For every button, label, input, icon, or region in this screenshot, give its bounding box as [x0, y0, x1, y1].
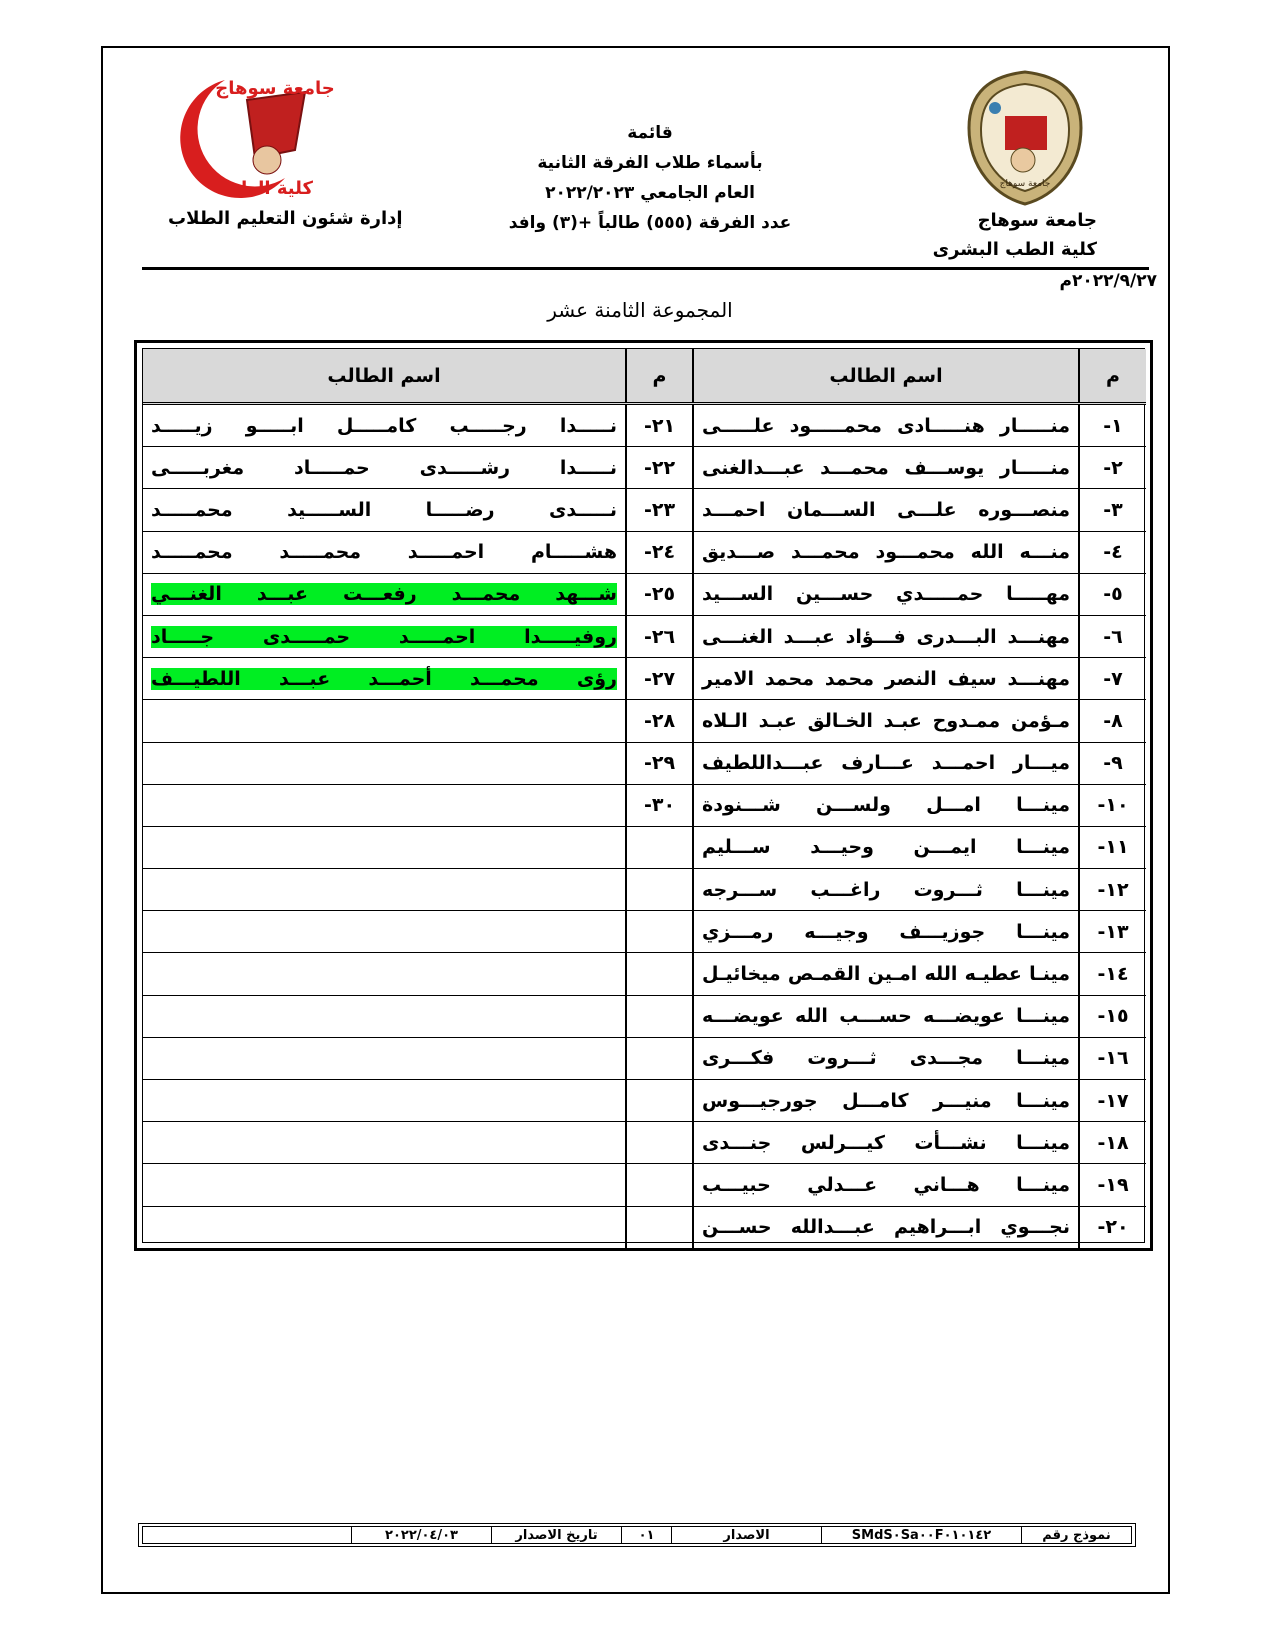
col-name-header: اسم الطالب: [693, 349, 1079, 404]
student-number: [626, 573, 693, 615]
document-date: ٢٠٢٢/٩/٢٧م: [1059, 271, 1157, 291]
student-number-text: ٢٦-: [643, 625, 676, 648]
student-name: [693, 995, 1079, 1037]
student-number-text: ٣٠-: [643, 794, 676, 817]
student-number-text: ٢٨-: [643, 709, 676, 732]
student-name-text: مهـــــا حمـــــدي حســـين الســـيد: [702, 583, 1070, 606]
table-row: [143, 489, 1146, 531]
student-name: [143, 1164, 626, 1206]
student-name-text: ميـــار احمـــد عـــارف عبـــداللطيف: [702, 752, 1070, 775]
student-name: [693, 1037, 1079, 1079]
faculty-of-medicine-logo: [155, 70, 335, 200]
student-name: [693, 404, 1079, 447]
student-number-text: ١٩-: [1097, 1173, 1129, 1196]
student-name: [143, 531, 626, 573]
table-row: [143, 995, 1146, 1037]
student-name: [693, 531, 1079, 573]
department-name: إدارة شئون التعليم الطلاب: [168, 208, 403, 229]
students-table-frame: [134, 340, 1153, 1251]
student-name: [143, 489, 626, 531]
student-name-text: شـــهد محمـــد رفعـــت عبـــد الغنـــي: [151, 583, 617, 606]
student-number: [626, 1164, 693, 1206]
student-name: [693, 615, 1079, 657]
student-number: [626, 1037, 693, 1079]
student-number: [1079, 615, 1146, 657]
student-number: [626, 658, 693, 700]
student-number-text: ٧-: [1103, 667, 1123, 690]
footer-blank: [143, 1527, 351, 1543]
student-number: [626, 1206, 693, 1248]
table-row: [143, 1080, 1146, 1122]
student-name-text: منصـــوره علـــى الســـمان احمـــد: [702, 498, 1070, 521]
institution-block: [933, 206, 1097, 264]
student-number-text: ٨-: [1103, 709, 1123, 732]
student-number: [1079, 1206, 1146, 1248]
col-name-header: اسم الطالب: [143, 349, 626, 404]
student-number: [1079, 447, 1146, 489]
student-number-text: ٢-: [1103, 456, 1123, 479]
document-heading: [480, 118, 820, 238]
table-row: [143, 404, 1146, 447]
edition-label: الاصدار: [671, 1527, 821, 1543]
faculty-name: كلية الطب البشرى: [932, 239, 1097, 260]
student-number: [1079, 911, 1146, 953]
student-name: [693, 573, 1079, 615]
student-name: [693, 953, 1079, 995]
student-number: [1079, 1164, 1146, 1206]
student-name-text: مينـــا مجـــدى ثـــروت فكـــرى: [702, 1047, 1070, 1070]
student-name: [143, 1037, 626, 1079]
col-number-header: م: [1079, 349, 1146, 404]
table-row: [143, 826, 1146, 868]
student-name-text: نـــــدا رجـــــب كامـــــل ابـــــو زيـــــد: [151, 414, 617, 437]
student-number: [1079, 784, 1146, 826]
student-name: [693, 1164, 1079, 1206]
university-name: جامعة سوهاج: [977, 210, 1097, 231]
student-name-text: مينـــا نشـــأت كيـــرلس جنـــدى: [702, 1131, 1070, 1154]
student-name: [143, 1080, 626, 1122]
student-number-text: ١-: [1103, 414, 1123, 437]
table-row: [143, 1122, 1146, 1164]
academic-year: العام الجامعي ٢٠٢٢/٢٠٢٣: [545, 183, 755, 203]
list-subtitle: بأسماء طلاب الفرقة الثانية: [537, 153, 763, 173]
student-name: [143, 953, 626, 995]
svg-text:كلية الطب: كلية الطب: [221, 178, 313, 199]
student-number-text: ١٣-: [1097, 920, 1129, 943]
student-number-text: ٩-: [1103, 752, 1123, 775]
student-number: [626, 700, 693, 742]
student-name-text: مهنـــد البـــدرى فـــؤاد عبـــد الغنـــى: [702, 625, 1070, 648]
student-number: [626, 826, 693, 868]
student-number: [1079, 700, 1146, 742]
student-number: [1079, 1037, 1146, 1079]
student-name: [693, 784, 1079, 826]
student-name: [143, 869, 626, 911]
student-number-text: ١٠-: [1097, 794, 1129, 817]
student-name-text: منـــــار يوســـف محمـــد عبـــدالغنى: [702, 456, 1070, 479]
student-number-text: ١١-: [1097, 836, 1129, 859]
student-name: [693, 742, 1079, 784]
student-name-text: مينـا عطيـه الله امـين القمـص ميخائيـل: [702, 963, 1070, 986]
form-footer: [138, 1523, 1136, 1547]
student-number: [626, 531, 693, 573]
student-number-text: ٢١-: [643, 414, 676, 437]
student-number: [626, 1080, 693, 1122]
student-name: [143, 615, 626, 657]
student-number: [1079, 404, 1146, 447]
student-name-text: نجـــوي ابـــراهيم عبـــدالله حســـن: [702, 1216, 1070, 1239]
student-name: [693, 1122, 1079, 1164]
student-number: [626, 447, 693, 489]
student-name: [143, 1122, 626, 1164]
issue-date-value: ٢٠٢٢/٠٤/٠٣: [351, 1527, 491, 1543]
group-title: المجموعة الثامنة عشر: [547, 298, 733, 322]
form-number-label: نموذج رقم: [1021, 1527, 1131, 1543]
student-number: [626, 995, 693, 1037]
student-name: [143, 573, 626, 615]
student-number-text: ٢٠-: [1097, 1216, 1129, 1239]
student-number: [1079, 1080, 1146, 1122]
student-number-text: ١٥-: [1097, 1005, 1129, 1028]
student-name: [143, 658, 626, 700]
student-number-text: ١٧-: [1097, 1089, 1129, 1112]
table-row: [143, 869, 1146, 911]
student-name-text: هشـــــام احمـــــد محمـــــد محمـــــد: [151, 541, 617, 564]
svg-text:جامعة سوهاج: جامعة سوهاج: [999, 179, 1051, 189]
student-number: [626, 953, 693, 995]
list-title: قائمة: [627, 123, 673, 143]
student-name: [693, 1080, 1079, 1122]
student-number: [1079, 995, 1146, 1037]
table-row: [143, 658, 1146, 700]
student-number-text: ١٢-: [1097, 878, 1129, 901]
table-header-row: [143, 349, 1146, 404]
student-number-text: ٢٣-: [643, 498, 676, 521]
student-name-text: مـؤمن ممـدوح عبـد الخـالق عبـد الـلاه: [702, 709, 1070, 732]
student-name: [143, 784, 626, 826]
student-number: [1079, 489, 1146, 531]
student-name: [143, 447, 626, 489]
student-name-text: مهنـــد سيف النصر محمد محمد الامير: [702, 667, 1070, 690]
table-row: [143, 784, 1146, 826]
student-name: [693, 826, 1079, 868]
student-name-text: مينـــا هـــاني عـــدلي حبيـــب: [702, 1173, 1070, 1196]
student-number: [626, 742, 693, 784]
table-row: [143, 742, 1146, 784]
student-number: [1079, 953, 1146, 995]
student-number-text: ٢٢-: [643, 456, 676, 479]
table-row: [143, 1164, 1146, 1206]
table-row: [143, 1206, 1146, 1248]
table-row: [143, 1037, 1146, 1079]
student-number-text: ٤-: [1103, 541, 1123, 564]
student-name: [693, 1206, 1079, 1248]
student-name: [143, 826, 626, 868]
student-name: [143, 742, 626, 784]
student-name: [693, 658, 1079, 700]
student-number-text: ٥-: [1103, 583, 1123, 606]
student-name-text: مينـــا ايمـــن وحيـــد ســـليم: [702, 836, 1070, 859]
student-number-text: ١٨-: [1097, 1131, 1129, 1154]
student-name-text: منـــه الله محمـــود محمـــد صـــديق: [702, 541, 1070, 564]
student-number: [626, 404, 693, 447]
student-name-text: مينـــا جوزيـــف وجيـــه رمـــزي: [702, 920, 1070, 943]
student-number: [1079, 742, 1146, 784]
student-number: [1079, 531, 1146, 573]
student-number-text: ٣-: [1103, 498, 1123, 521]
student-name: [143, 1206, 626, 1248]
student-name: [143, 911, 626, 953]
student-number: [626, 869, 693, 911]
student-number-text: ١٦-: [1097, 1047, 1129, 1070]
form-number-value: SMdS٠Sa٠٠F٠١٠١٤٢: [821, 1527, 1021, 1543]
student-number: [1079, 826, 1146, 868]
table-row: [143, 531, 1146, 573]
header-divider: [142, 267, 1149, 270]
edition-value: ٠١: [621, 1527, 671, 1543]
student-name: [143, 700, 626, 742]
student-number-text: ٢٤-: [643, 541, 676, 564]
student-number: [1079, 869, 1146, 911]
student-number-text: ٢٥-: [643, 583, 676, 606]
table-row: [143, 615, 1146, 657]
issue-date-label: تاريخ الاصدار: [491, 1527, 621, 1543]
student-name: [143, 995, 626, 1037]
student-name: [143, 404, 626, 447]
students-table: [143, 349, 1146, 1249]
student-name-text: رؤى محمـــد أحمـــد عبـــد اللطيـــف: [151, 667, 617, 690]
student-name: [693, 869, 1079, 911]
table-row: [143, 953, 1146, 995]
student-number: [626, 784, 693, 826]
student-name: [693, 911, 1079, 953]
student-number: [626, 1122, 693, 1164]
student-number-text: ١٤-: [1097, 963, 1129, 986]
student-number: [1079, 1122, 1146, 1164]
student-name-text: مينـــا امـــل ولســـن شـــنودة: [702, 794, 1070, 817]
student-number-text: ٢٧-: [643, 667, 676, 690]
table-row: [143, 911, 1146, 953]
table-row: [143, 700, 1146, 742]
student-name: [693, 700, 1079, 742]
student-number-text: ٢٩-: [643, 752, 676, 775]
student-name-text: روفيـــــدا احمـــــد حمـــــدى جـــــاد: [151, 625, 617, 648]
student-name-text: منـــــار هنـــــادى محمـــــود علـــــى: [702, 414, 1070, 437]
col-number-header: م: [626, 349, 693, 404]
student-name: [693, 447, 1079, 489]
student-number: [1079, 573, 1146, 615]
university-seal-logo: [965, 68, 1085, 208]
student-name-text: مينـــا منيـــر كامـــل جورجيـــوس: [702, 1089, 1070, 1112]
svg-text:جامعة سوهاج: جامعة سوهاج: [215, 78, 335, 99]
student-number: [626, 489, 693, 531]
student-number: [1079, 658, 1146, 700]
student-number: [626, 911, 693, 953]
student-name-text: مينـــا ثـــروت راغـــب ســـرجه: [702, 878, 1070, 901]
student-number: [626, 615, 693, 657]
table-row: [143, 447, 1146, 489]
table-row: [143, 573, 1146, 615]
student-name-text: نـــــدا رشـــــدى حمـــــاد مغربـــــى: [151, 456, 617, 479]
student-number-text: ٦-: [1103, 625, 1123, 648]
student-name-text: مينـــا عويضـــه حســـب الله عويضـــه: [702, 1005, 1070, 1028]
student-count: عدد الفرقة (٥٥٥) طالباً +(٣) وافد: [508, 213, 792, 233]
student-name: [693, 489, 1079, 531]
student-name-text: نـــــدى رضـــــا الســـــيد محمـــــد: [151, 498, 617, 521]
